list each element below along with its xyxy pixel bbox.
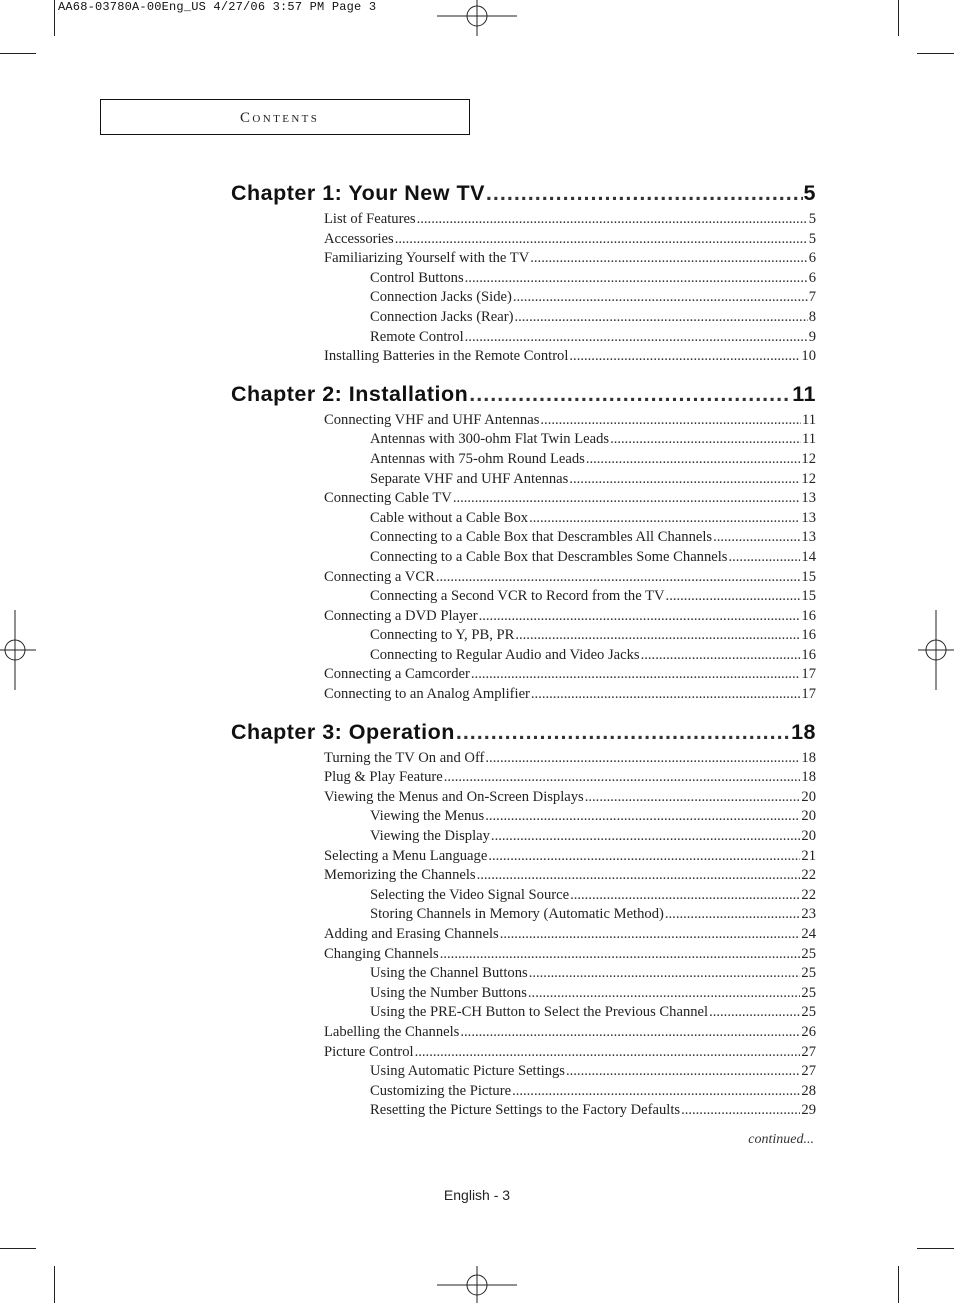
toc-title: Control Buttons [370, 269, 464, 286]
page-footer: English - 3 [443, 1187, 511, 1203]
toc-page-number: 25 [801, 965, 816, 982]
toc-title: Adding and Erasing Channels [324, 926, 499, 942]
toc-subentry[interactable] [231, 450, 816, 470]
toc-page-number: 23 [801, 906, 816, 923]
toc-entry[interactable] [231, 1023, 816, 1043]
toc-subentry[interactable] [231, 827, 816, 847]
toc-page-number: 24 [801, 926, 816, 942]
registration-mark-right [918, 610, 954, 690]
toc-page-number: 7 [808, 289, 816, 306]
toc-page-number: 11 [801, 411, 816, 428]
dot-leader [713, 528, 800, 548]
toc-title: List of Features [324, 211, 416, 227]
dot-leader [436, 568, 801, 588]
toc-entry[interactable] [231, 945, 816, 965]
toc-subentry[interactable] [231, 269, 816, 289]
dot-leader [513, 288, 808, 308]
chapter-spacer [231, 367, 816, 377]
dot-leader [665, 905, 801, 925]
toc-title: Memorizing the Channels [324, 867, 476, 884]
toc-title: Turning the TV On and Off [324, 749, 485, 766]
toc-title: Connecting to a Cable Box that Descrambles All Channels [370, 529, 713, 546]
toc-page-number: 25 [801, 945, 816, 962]
dot-leader [641, 646, 801, 666]
toc-subentry[interactable] [231, 328, 816, 348]
toc-page-number: 16 [801, 607, 816, 624]
dot-leader [514, 308, 807, 328]
toc-page-number: 17 [801, 686, 816, 703]
toc-page-number: 20 [801, 808, 816, 825]
toc-page-number: 15 [801, 568, 816, 585]
toc-page-number: 6 [808, 269, 816, 286]
toc-title: Connecting a DVD Player [324, 607, 478, 624]
chapter-spacer [231, 705, 816, 715]
toc-subentry[interactable] [231, 886, 816, 906]
toc-page-number: 11 [801, 431, 816, 448]
toc-title: Using the Number Buttons [370, 984, 527, 1001]
toc-page-number: 18 [801, 749, 816, 766]
crop-mark [898, 1266, 899, 1303]
toc-subentry[interactable] [231, 807, 816, 827]
dot-leader [486, 176, 803, 210]
toc-entry[interactable] [231, 607, 816, 627]
toc-page-number: 16 [801, 646, 816, 663]
dot-leader [415, 1043, 801, 1063]
toc-title: Accessories [324, 230, 394, 247]
crop-mark [0, 53, 36, 54]
dot-leader [488, 847, 800, 867]
toc-title: Remote Control [370, 328, 464, 345]
toc-page-number: 13 [801, 529, 816, 546]
print-slug: AA68-03780A-00Eng_US 4/27/06 3:57 PM Page 3 [58, 0, 377, 14]
dot-leader [709, 1003, 800, 1023]
toc-title: Connecting a Camcorder [324, 666, 470, 683]
toc-page-number: 5 [803, 181, 816, 205]
toc-subentry[interactable] [231, 905, 816, 925]
dot-leader [453, 489, 801, 509]
dot-leader [491, 827, 800, 847]
toc-title: Picture Control [324, 1043, 414, 1060]
dot-leader [512, 1082, 800, 1102]
toc-page-number: 21 [801, 847, 816, 864]
dot-leader [417, 210, 808, 230]
dot-leader [540, 411, 801, 431]
toc-title: Selecting a Menu Language [324, 847, 488, 864]
dot-leader [515, 626, 800, 646]
dot-leader [666, 587, 801, 607]
crop-mark [898, 0, 899, 36]
toc-page-number: 13 [801, 509, 816, 526]
toc-page-number: 11 [792, 381, 816, 406]
toc-title: Connecting a Second VCR to Record from the TV [370, 588, 665, 605]
dot-leader [485, 749, 800, 769]
toc-page-number: 16 [801, 627, 816, 644]
toc-page-number: 9 [808, 328, 816, 345]
toc-page-number: 27 [801, 1043, 816, 1060]
toc-page-number: 20 [801, 788, 816, 805]
toc-entry[interactable] [231, 489, 816, 509]
toc-title: Connection Jacks (Side) [370, 289, 512, 306]
toc-page-number: 25 [801, 1004, 816, 1021]
toc-entry[interactable] [231, 847, 816, 867]
toc-title: Connecting Cable TV [324, 490, 452, 507]
toc-title: Using Automatic Picture Settings [370, 1063, 565, 1080]
toc-subentry[interactable] [231, 1101, 816, 1121]
toc-title: Installing Batteries in the Remote Control [324, 348, 569, 365]
registration-mark-left [0, 610, 36, 690]
toc-entry[interactable] [231, 685, 816, 705]
dot-leader [444, 768, 801, 788]
toc-subentry[interactable] [231, 430, 816, 450]
toc-page-number: 5 [808, 211, 816, 227]
dot-leader [471, 665, 801, 685]
toc-page-number: 8 [808, 308, 816, 325]
toc-title: Using the PRE-CH Button to Select the Previous Channel [370, 1004, 709, 1021]
dot-leader [465, 328, 808, 348]
dot-leader [569, 470, 800, 490]
toc-entry[interactable] [231, 925, 816, 945]
toc-subentry[interactable] [231, 288, 816, 308]
toc-entry[interactable] [231, 768, 816, 788]
toc-subentry[interactable] [231, 587, 816, 607]
toc-title: Viewing the Menus and On-Screen Displays [324, 788, 584, 805]
toc-title: Chapter 2: Installation [231, 381, 469, 406]
dot-leader [477, 866, 801, 886]
toc-title: Connecting to a Cable Box that Descrambles Some Channels [370, 548, 728, 565]
toc-chapter-heading[interactable] [231, 377, 816, 411]
toc-entry[interactable] [231, 568, 816, 588]
toc-title: Using the Channel Buttons [370, 965, 528, 982]
toc-title: Chapter 1: Your New TV [231, 181, 485, 205]
toc-title: Labelling the Channels [324, 1023, 460, 1040]
dot-leader [569, 347, 800, 367]
toc-title: Connecting to Y, PB, PR [370, 627, 515, 644]
toc-title: Storing Channels in Memory (Automatic Method) [370, 906, 664, 923]
dot-leader [465, 269, 808, 289]
toc-entry[interactable] [231, 866, 816, 886]
dot-leader [440, 945, 801, 965]
toc-page-number: 22 [801, 867, 816, 884]
toc-page-number: 15 [801, 588, 816, 605]
toc-entry[interactable] [231, 230, 816, 250]
toc-page-number: 25 [801, 984, 816, 1001]
section-header-box [100, 99, 470, 135]
dot-leader [570, 886, 800, 906]
dot-leader [528, 984, 801, 1004]
toc-title: Selecting the Video Signal Source [370, 886, 570, 903]
toc-entry[interactable] [231, 1043, 816, 1063]
registration-mark-bottom [437, 1266, 517, 1303]
toc-chapter-heading[interactable] [231, 176, 816, 210]
toc-subentry[interactable] [231, 308, 816, 328]
toc-title: Customizing the Picture [370, 1082, 512, 1099]
toc-page-number: 6 [808, 250, 816, 267]
toc-title: Connecting to Regular Audio and Video Jacks [370, 646, 640, 663]
dot-leader [479, 607, 801, 627]
toc-entry[interactable] [231, 411, 816, 431]
toc-page-number: 14 [801, 548, 816, 565]
toc-title: Chapter 3: Operation [231, 719, 455, 744]
dot-leader [469, 377, 791, 411]
crop-mark [54, 1266, 55, 1303]
crop-mark [54, 0, 55, 36]
toc-page-number: 10 [801, 348, 816, 365]
dot-leader [500, 925, 801, 945]
toc-subentry[interactable] [231, 470, 816, 490]
toc-title: Changing Channels [324, 945, 439, 962]
toc-page-number: 22 [801, 886, 816, 903]
toc-entry[interactable] [231, 347, 816, 367]
toc-subentry[interactable] [231, 626, 816, 646]
toc-subentry[interactable] [231, 548, 816, 568]
dot-leader [585, 788, 801, 808]
toc-page-number: 12 [801, 450, 816, 467]
dot-leader [681, 1101, 800, 1121]
toc-chapter-heading[interactable] [231, 715, 816, 749]
crop-mark [0, 1248, 36, 1249]
crop-mark [917, 53, 954, 54]
toc-page-number: 20 [801, 828, 816, 845]
toc-title: Connection Jacks (Rear) [370, 308, 514, 325]
table-of-contents [231, 176, 816, 1121]
crop-mark [917, 1248, 954, 1249]
dot-leader [456, 715, 790, 749]
toc-subentry[interactable] [231, 1062, 816, 1082]
dot-leader [531, 685, 801, 705]
toc-page-number: 28 [801, 1082, 816, 1099]
toc-title: Connecting to an Analog Amplifier [324, 686, 530, 703]
toc-entry[interactable] [231, 749, 816, 769]
dot-leader [485, 807, 800, 827]
dot-leader [586, 450, 801, 470]
dot-leader [529, 964, 801, 984]
toc-title: Viewing the Menus [370, 808, 485, 825]
toc-subentry[interactable] [231, 646, 816, 666]
toc-page-number: 27 [801, 1063, 816, 1080]
toc-page-number: 18 [791, 719, 816, 744]
toc-title: Cable without a Cable Box [370, 509, 529, 526]
toc-entry[interactable] [231, 665, 816, 685]
dot-leader [395, 230, 808, 250]
toc-page-number: 12 [801, 470, 816, 487]
toc-subentry[interactable] [231, 984, 816, 1004]
toc-page-number: 13 [801, 490, 816, 507]
toc-entry[interactable] [231, 788, 816, 808]
toc-subentry[interactable] [231, 1082, 816, 1102]
toc-subentry[interactable] [231, 964, 816, 984]
dot-leader [529, 509, 800, 529]
toc-title: Antennas with 75-ohm Round Leads [370, 450, 585, 467]
toc-title: Connecting VHF and UHF Antennas [324, 411, 540, 428]
toc-title: Resetting the Picture Settings to the Factory Defaults [370, 1102, 681, 1119]
toc-entry[interactable] [231, 210, 816, 230]
toc-page-number: 29 [801, 1102, 816, 1119]
toc-subentry[interactable] [231, 528, 816, 548]
toc-title: Separate VHF and UHF Antennas [370, 470, 569, 487]
toc-page-number: 5 [808, 230, 816, 247]
registration-mark-top [437, 0, 517, 36]
section-title: Contents [240, 110, 320, 126]
toc-subentry[interactable] [231, 509, 816, 529]
toc-subentry[interactable] [231, 1003, 816, 1023]
dot-leader [566, 1062, 800, 1082]
dot-leader [460, 1023, 800, 1043]
toc-page-number: 17 [801, 666, 816, 683]
toc-page-number: 26 [801, 1023, 816, 1040]
dot-leader [610, 430, 801, 450]
toc-title: Viewing the Display [370, 828, 490, 845]
toc-title: Plug & Play Feature [324, 769, 443, 786]
dot-leader [728, 548, 800, 568]
dot-leader [530, 249, 807, 269]
continued-note: continued... [748, 1132, 814, 1147]
toc-title: Connecting a VCR [324, 568, 435, 585]
toc-title: Familiarizing Yourself with the TV [324, 250, 530, 267]
toc-entry[interactable] [231, 249, 816, 269]
toc-page-number: 18 [801, 769, 816, 786]
toc-title: Antennas with 300-ohm Flat Twin Leads [370, 431, 610, 448]
